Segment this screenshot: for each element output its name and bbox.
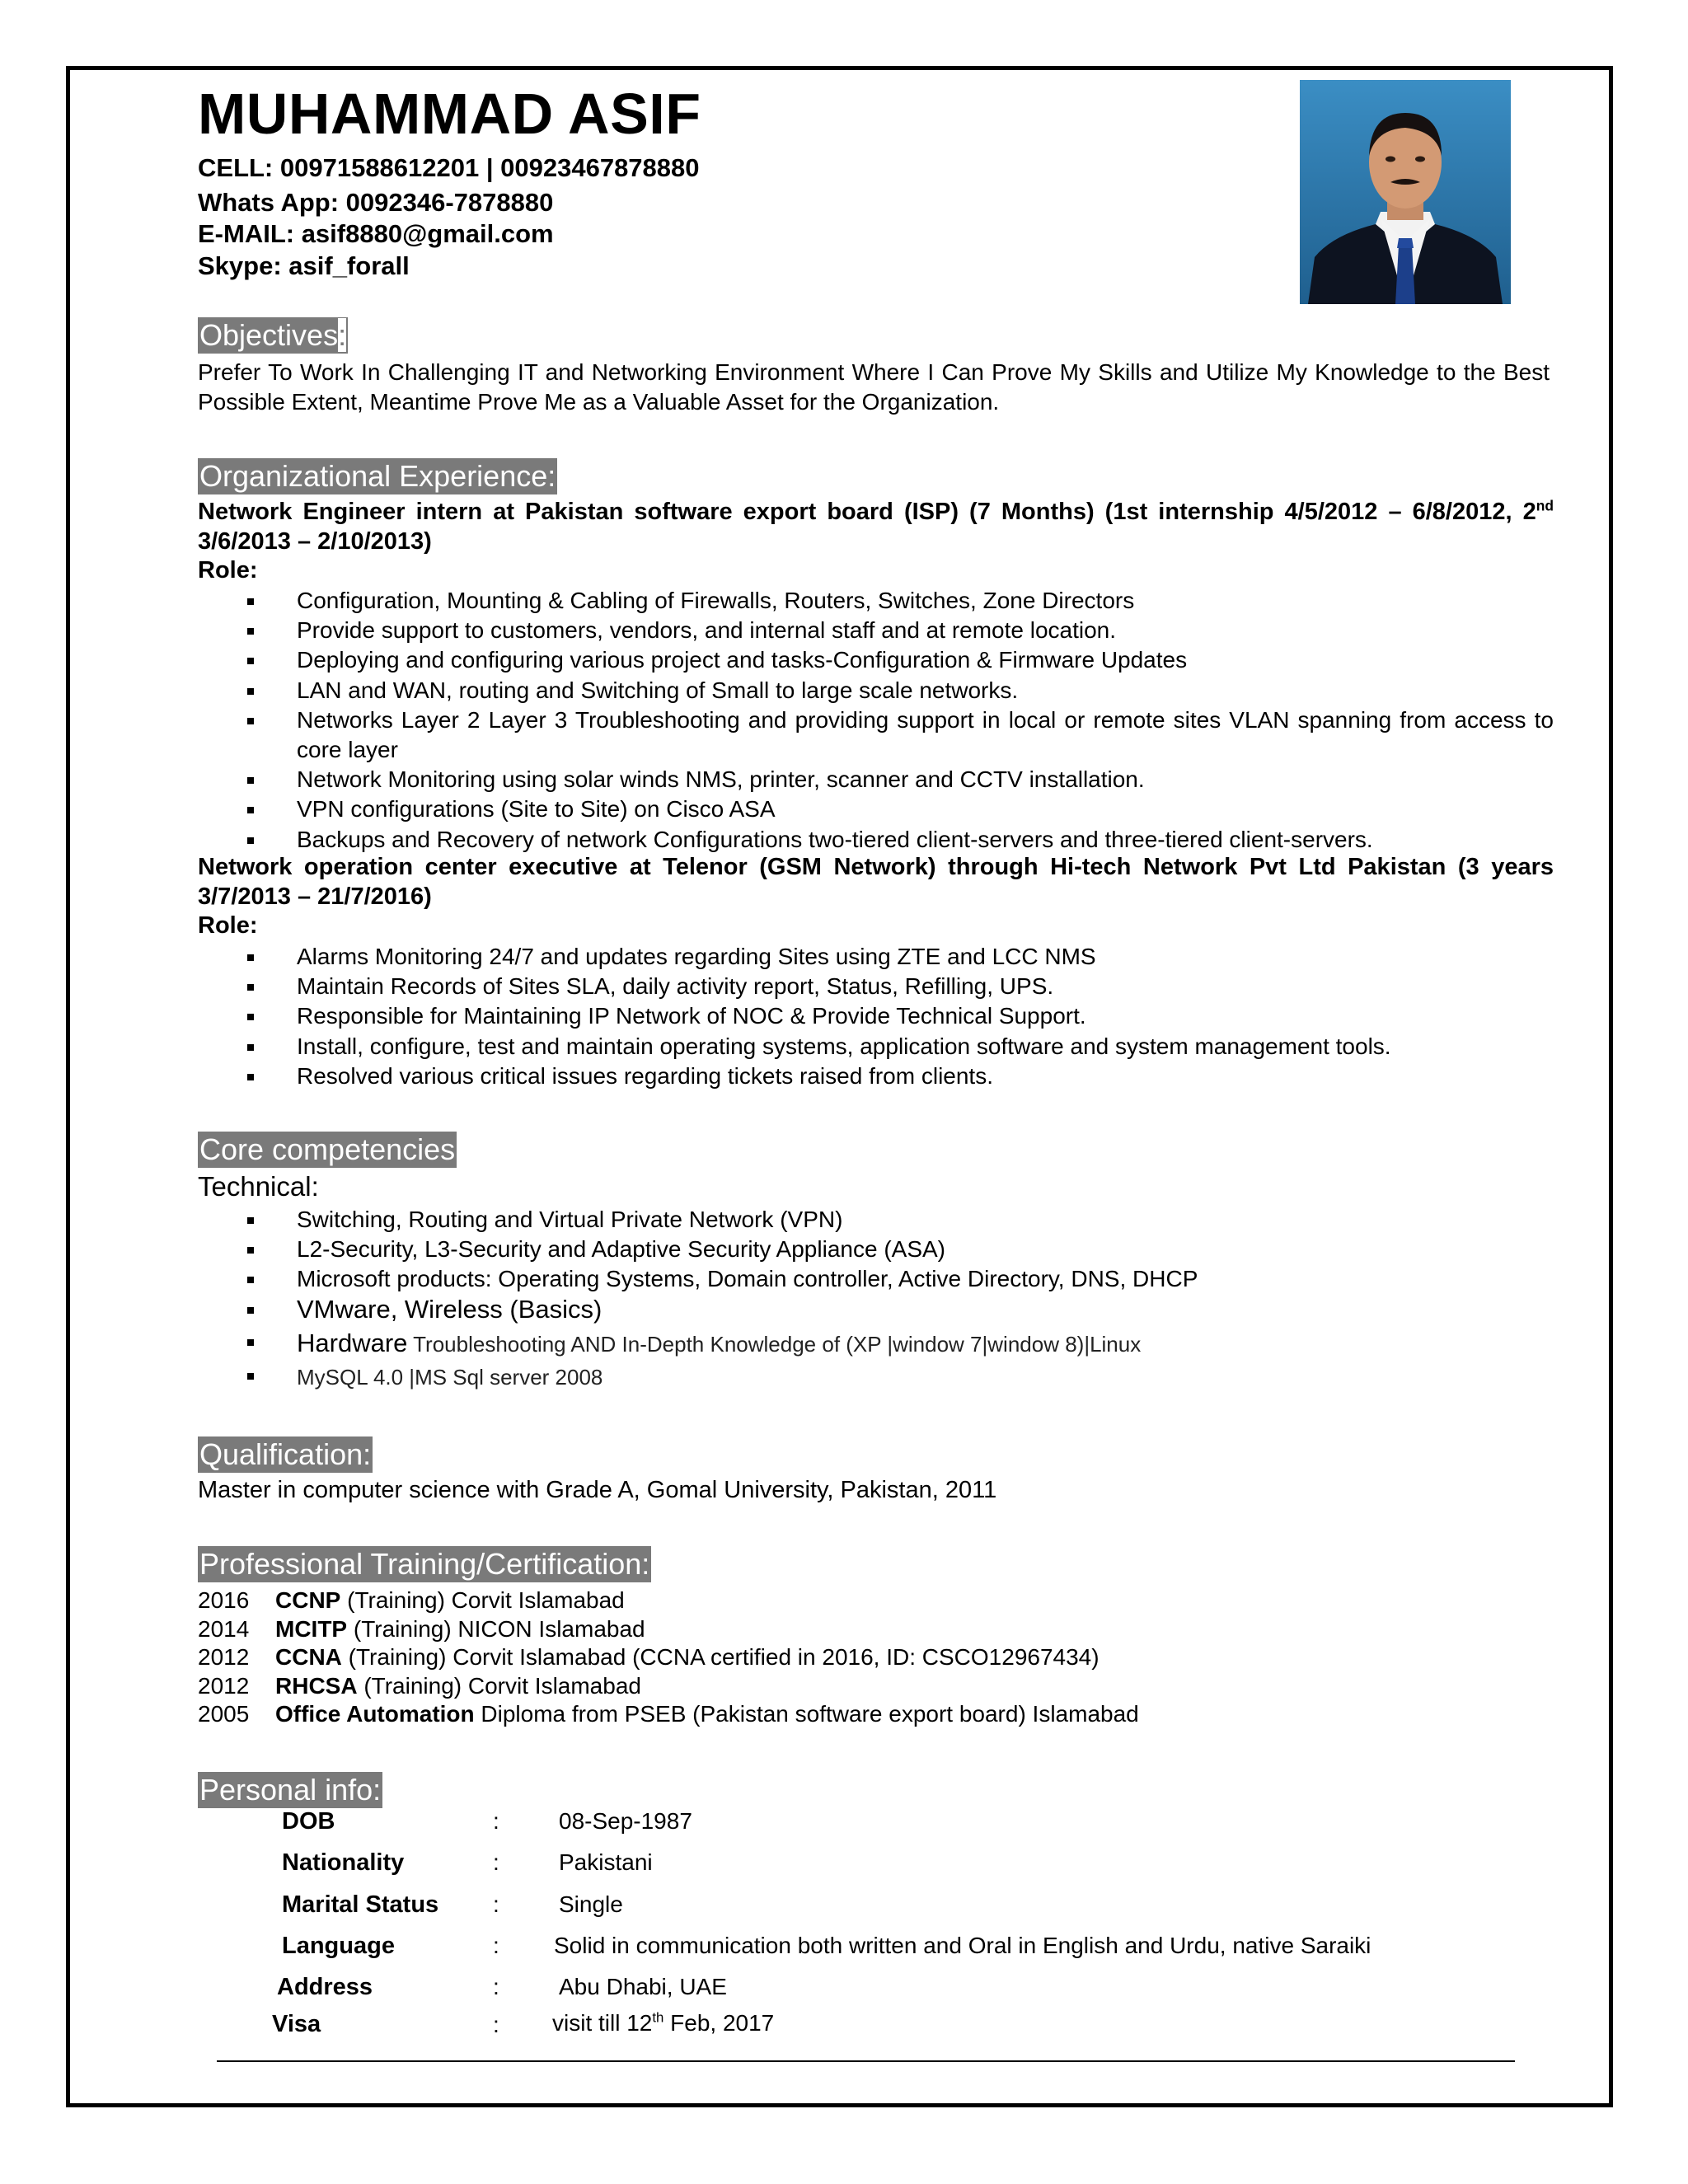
list-item: Deploying and configuring various project and tasks-Configuration & Firmware Updates [247, 645, 1554, 675]
cert-year: 2005 [198, 1701, 250, 1727]
personal-label: Address [277, 1974, 373, 2001]
personal-value: Single [559, 1891, 623, 1917]
personal-colon: : [493, 1932, 499, 1958]
cert-name: MCITP [275, 1615, 348, 1642]
cert-year: 2014 [198, 1615, 250, 1642]
cert-year: 2012 [198, 1644, 250, 1671]
list-item: Configuration, Mounting & Cabling of Firewalls, Routers, Switches, Zone Directors [247, 586, 1554, 616]
objectives-text: Prefer To Work In Challenging IT and Networking Environment Where I Can Prove My Skills and Utilize My Knowledge to the Best Possible Extent, Meantime Prove Me as a Valuable Asset for the Organization. [198, 359, 1550, 415]
list-item: Hardware Troubleshooting AND In-Depth Knowledge of (XP |window 7|window 8)|Linux [247, 1327, 1554, 1361]
personal-value: 08-Sep-1987 [559, 1808, 692, 1834]
cert-detail: Diploma from PSEB (Pakistan software export board) Islamabad [474, 1701, 1139, 1727]
list-item: Responsible for Maintaining IP Network of NOC & Provide Technical Support. [247, 1001, 1554, 1031]
certification-row [198, 1701, 1139, 1727]
job2-role-label: Role: [198, 912, 258, 939]
cert-name: Office Automation [275, 1701, 475, 1727]
cert-name: CCNA [275, 1644, 342, 1671]
personal-label: DOB [282, 1808, 335, 1835]
list-item: Install, configure, test and maintain operating systems, application software and system management tools. [247, 1032, 1554, 1062]
personal-label: Marital Status [282, 1891, 439, 1918]
list-item: MySQL 4.0 |MS Sql server 2008 [247, 1361, 1554, 1394]
job1-role-label: Role: [198, 557, 258, 583]
cert-detail: (Training) Corvit Islamabad [357, 1672, 641, 1699]
personal-value: Pakistani [559, 1849, 653, 1876]
list-item: L2-Security, L3-Security and Adaptive Security Appliance (ASA) [247, 1235, 1554, 1264]
job1-duties-list [247, 586, 1554, 855]
qualification-heading: Qualification: [199, 1437, 372, 1471]
personal-value: Solid in communication both written and Oral in English and Urdu, native Saraiki [554, 1932, 1372, 1958]
personal-colon: : [493, 1891, 499, 1917]
cert-detail: (Training) Corvit Islamabad [340, 1587, 625, 1613]
cert-year: 2016 [198, 1587, 250, 1613]
list-item: Networks Layer 2 Layer 3 Troubleshooting and providing support in local or remote sites VLAN spanning from access to core layer [247, 705, 1554, 765]
email-address: E-MAIL: asif8880@gmail.com [198, 219, 554, 248]
list-item: Switching, Routing and Virtual Private Network (VPN) [247, 1205, 1554, 1235]
whatsapp-number: Whats App: 0092346-7878880 [198, 188, 554, 217]
list-item: Network Monitoring using solar winds NMS, printer, scanner and CCTV installation. [247, 765, 1554, 794]
certification-row [198, 1644, 1100, 1671]
personal-label: Language [282, 1932, 395, 1959]
job2-title: Network operation center executive at Telenor (GSM Network) through Hi-tech Network Pvt Ltd Pakistan (3 years 3/7/2013 – 21/7/2016) [198, 854, 1554, 910]
list-item: Provide support to customers, vendors, and internal staff and at remote location. [247, 616, 1554, 645]
competencies-heading: Core competencies [199, 1132, 456, 1166]
personal-colon: : [493, 1974, 499, 2000]
cert-name: RHCSA [275, 1672, 358, 1699]
list-item: Maintain Records of Sites SLA, daily activity report, Status, Refilling, UPS. [247, 972, 1554, 1001]
competencies-list-extra [247, 1327, 1554, 1394]
list-item: VMware, Wireless (Basics) [247, 1295, 1554, 1324]
cert-detail: (Training) NICON Islamabad [347, 1615, 645, 1642]
list-item: Alarms Monitoring 24/7 and updates regarding Sites using ZTE and LCC NMS [247, 942, 1554, 972]
list-item: Backups and Recovery of network Configurations two-tiered client-servers and three-tiered client-servers. [247, 825, 1554, 855]
personal-colon: : [493, 1849, 499, 1876]
experience-heading: Organizational Experience: [199, 459, 556, 493]
qualification-text: Master in computer science with Grade A, Gomal University, Pakistan, 2011 [198, 1477, 997, 1503]
list-item: VPN configurations (Site to Site) on Cisco ASA [247, 794, 1554, 824]
visa-colon: : [493, 2012, 499, 2037]
objectives-heading: Objectives: [199, 318, 347, 352]
list-item: Microsoft products: Operating Systems, Domain controller, Active Directory, DNS, DHCP [247, 1264, 1554, 1294]
bottom-rule [217, 2060, 1515, 2062]
cert-name: CCNP [275, 1587, 341, 1613]
job1-title: Network Engineer intern at Pakistan software export board (ISP) (7 Months) (1st internship 4/5/2012 – 6/8/2012, 2nd 3/6/2013 – 2/10/2013) [198, 497, 1554, 555]
list-item: LAN and WAN, routing and Switching of Small to large scale networks. [247, 676, 1554, 705]
skype-id: Skype: asif_forall [198, 251, 410, 280]
cert-year: 2012 [198, 1672, 250, 1699]
profile-photo [1300, 80, 1511, 304]
job2-duties-list [247, 942, 1554, 1091]
visa-label: Visa [272, 2011, 321, 2037]
technical-subheading: Technical: [198, 1171, 319, 1202]
personal-heading: Personal info: [199, 1773, 382, 1807]
personal-colon: : [493, 1808, 499, 1834]
candidate-name: MUHAMMAD ASIF [198, 82, 701, 146]
cell-number: CELL: 00971588612201 | 00923467878880 [198, 153, 700, 182]
competencies-list [247, 1205, 1554, 1324]
certification-row [198, 1587, 625, 1614]
training-heading: Professional Training/Certification: [199, 1547, 650, 1581]
personal-label: Nationality [282, 1849, 405, 1877]
personal-value: Abu Dhabi, UAE [559, 1974, 727, 2000]
visa-value: visit till 12th Feb, 2017 [552, 2009, 775, 2036]
certification-row [198, 1673, 641, 1699]
certification-row [198, 1616, 645, 1643]
list-item: Resolved various critical issues regarding tickets raised from clients. [247, 1062, 1554, 1091]
cert-detail: (Training) Corvit Islamabad (CCNA certified in 2016, ID: CSCO12967434) [341, 1644, 1100, 1671]
